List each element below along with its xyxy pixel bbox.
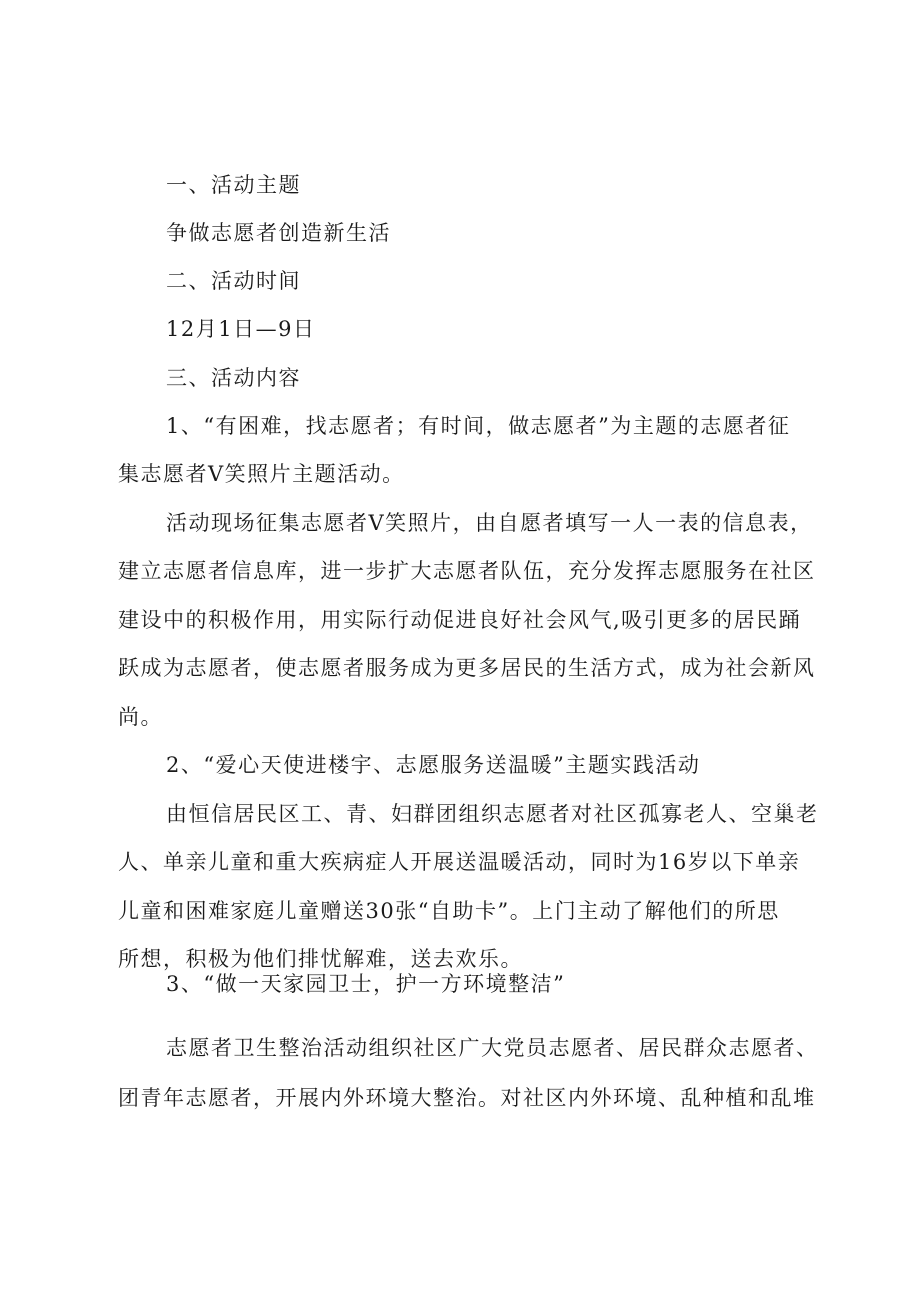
item2-title: 2、“爱心天使进楼宇、志愿服务送温暖”主题实践活动: [166, 753, 701, 777]
heading-activity-theme: 一、活动主题: [166, 173, 301, 197]
item1-body-line: 尚。: [118, 705, 163, 729]
theme-text: 争做志愿者创造新生活: [166, 221, 391, 245]
item1-title-line2: 集志愿者V笑照片主题活动。: [118, 462, 405, 486]
item1-body-line: 活动现场征集志愿者V笑照片，由自愿者填写一人一表的信息表，: [166, 511, 813, 535]
item1-body-line: 建设中的积极作用，用实际行动促进良好社会风气,吸引更多的居民踊: [118, 608, 802, 632]
item3-body-line: 志愿者卫生整治活动组织社区广大党员志愿者、居民群众志愿者、: [166, 1036, 819, 1060]
item2-body-line: 儿童和困难家庭儿童赠送30张“自助卡”。上门主动了解他们的所思: [118, 899, 780, 923]
item2-body-line: 所想，积极为他们排忧解难，送去欢乐。: [118, 947, 523, 971]
item3-title: 3、“做一天家园卫士，护一方环境整洁”: [166, 972, 566, 996]
item1-title-line1: 1、“有困难，找志愿者；有时间，做志愿者”为主题的志愿者征: [166, 414, 791, 438]
time-text: 12月1日—9日: [166, 317, 316, 341]
item2-body-line: 人、单亲儿童和重大疾病症人开展送温暖活动，同时为16岁以下单亲: [118, 850, 801, 874]
item2-body-line: 由恒信居民区工、青、妇群团组织志愿者对社区孤寡老人、空巢老: [166, 802, 819, 826]
heading-activity-content: 三、活动内容: [166, 366, 301, 390]
heading-activity-time: 二、活动时间: [166, 269, 301, 293]
item1-body-line: 跃成为志愿者，使志愿者服务成为更多居民的生活方式，成为社会新风: [118, 656, 816, 680]
item3-body-line: 团青年志愿者，开展内外环境大整治。对社区内外环境、乱种植和乱堆: [118, 1086, 816, 1110]
item1-body-line: 建立志愿者信息库，进一步扩大志愿者队伍，充分发挥志愿服务在社区: [118, 559, 816, 583]
